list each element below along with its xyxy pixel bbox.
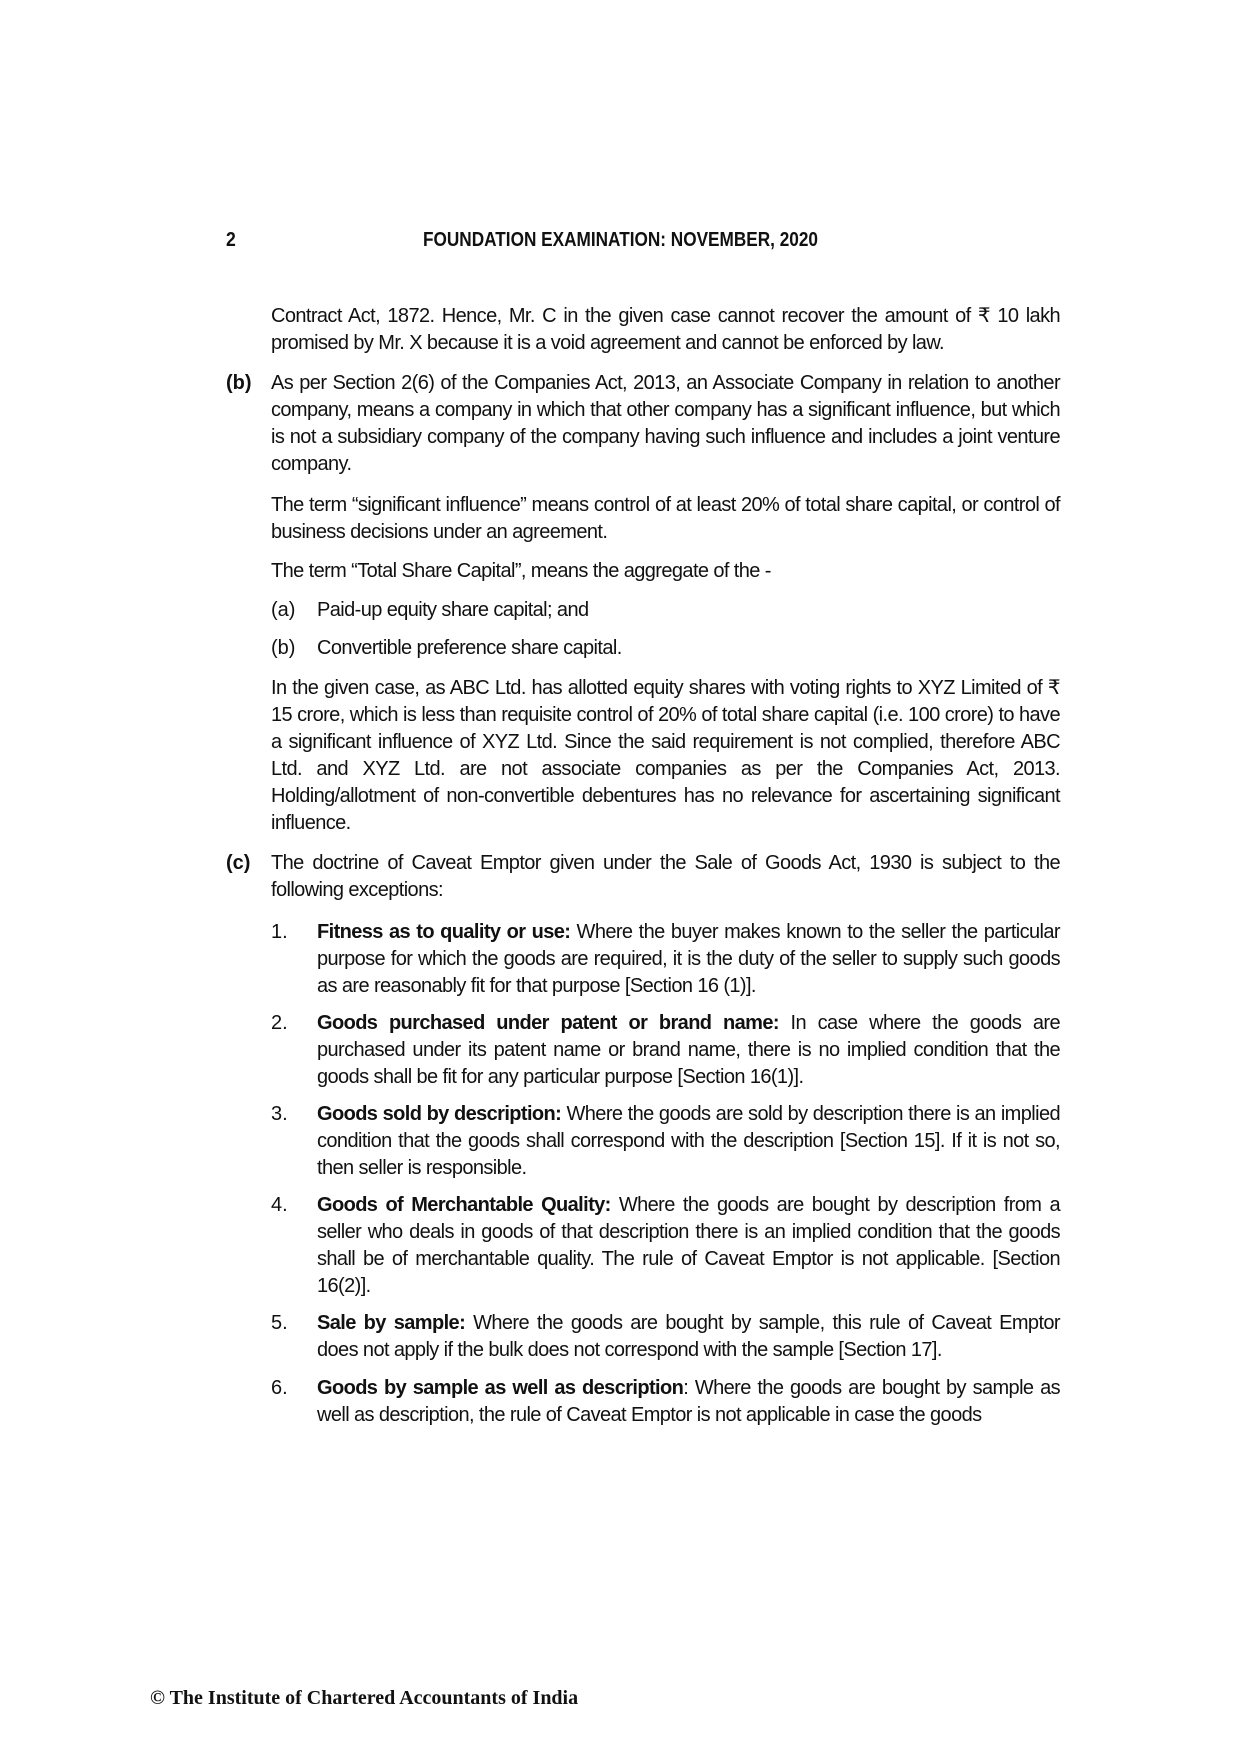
exception-text: : Where the goods are bought by sample as well as description, the rule of Caveat Emptor is not applicable in case the goods — [317, 1377, 1060, 1426]
intro-text: Contract Act, 1872. Hence, Mr. C in the given case cannot recover the amount of ₹ 10 lakh promised by Mr. X because it is a void agreement and cannot be enforced by law. — [271, 305, 1060, 354]
exception-title: Goods of Merchantable Quality: — [317, 1194, 611, 1216]
part-b-para3-text: The term “Total Share Capital”, means the aggregate of the - — [271, 560, 771, 582]
part-b-para4-text: In the given case, as ABC Ltd. has allotted equity shares with voting rights to XYZ Limited of ₹ 15 crore, which is less than requisite control of 20% of total share capital (i.e. 100 crore) to have a significant influence of XYZ Ltd. Since the said requirement is not complied, therefore ABC Ltd. and XYZ Ltd. are not associate companies as per the Companies Act, 2013. Holding/allotment of non-convertible debentures has no relevance for ascertaining significant influence. — [271, 677, 1060, 834]
sub-item-label: (b) — [271, 637, 296, 659]
exception-text: In case where the goods are purchased under its patent name or brand name, there is no implied condition that the goods shall be fit for any particular purpose [Section 16(1)]. — [317, 1012, 1060, 1088]
page-header-title: FOUNDATION EXAMINATION: NOVEMBER, 2020 — [423, 229, 818, 251]
exception-title: Goods by sample as well as description — [317, 1377, 684, 1399]
exception-title: Sale by sample: — [317, 1312, 466, 1334]
exception-number: 4. — [271, 1194, 288, 1216]
sub-item-text: Paid-up equity share capital; and — [317, 599, 589, 621]
exception-item — [317, 919, 1060, 1000]
part-c-intro-text: The doctrine of Caveat Emptor given under the Sale of Goods Act, 1930 is subject to the following exceptions: — [271, 852, 1060, 901]
part-c-intro — [271, 850, 1060, 904]
exception-text: Where the goods are bought by description from a seller who deals in goods of that description there is an implied condition that the goods shall be of merchantable quality. The rule of Caveat Emptor is not applicable. [Section 16(2)]. — [317, 1194, 1060, 1297]
exception-title: Fitness as to quality or use: — [317, 921, 571, 943]
part-b-para2 — [271, 492, 1060, 546]
exception-number: 3. — [271, 1103, 288, 1125]
copyright-footer: © The Institute of Chartered Accountants of India — [150, 1687, 579, 1709]
exception-item — [317, 1101, 1060, 1182]
exception-text: Where the goods are bought by sample, this rule of Caveat Emptor does not apply if the bulk does not correspond with the sample [Section 17]. — [317, 1312, 1060, 1361]
sub-item-text: Convertible preference share capital. — [317, 637, 622, 659]
sub-item-label: (a) — [271, 599, 296, 621]
exception-item — [317, 1310, 1060, 1364]
exception-text: Where the buyer makes known to the seller the particular purpose for which the goods are required, it is the duty of the seller to supply such goods as are reasonably fit for that purpose [Section 16 (1)]. — [317, 921, 1060, 997]
exception-title: Goods sold by description: — [317, 1103, 562, 1125]
part-b-para1 — [271, 370, 1060, 478]
exception-text: Where the goods are sold by description there is an implied condition that the goods shall correspond with the description [Section 15]. If it is not so, then seller is responsible. — [317, 1103, 1060, 1179]
exception-item — [317, 1010, 1060, 1091]
exception-item — [317, 1192, 1060, 1300]
part-c-label: (c) — [226, 852, 251, 874]
intro-paragraph — [271, 303, 1060, 357]
exception-number: 5. — [271, 1312, 288, 1334]
part-b-para2-text: The term “significant influence” means control of at least 20% of total share capital, or control of business decisions under an agreement. — [271, 494, 1060, 543]
page-number: 2 — [226, 229, 236, 251]
exception-number: 6. — [271, 1377, 288, 1399]
part-b-para3 — [271, 558, 1060, 585]
exception-number: 2. — [271, 1012, 288, 1034]
part-b-para4 — [271, 675, 1060, 837]
exception-number: 1. — [271, 921, 288, 943]
part-b-label: (b) — [226, 372, 252, 394]
exception-item — [317, 1375, 1060, 1429]
exception-title: Goods purchased under patent or brand name: — [317, 1012, 779, 1034]
part-b-para1-text: As per Section 2(6) of the Companies Act, 2013, an Associate Company in relation to another company, means a company in which that other company has a significant influence, but which is not a subsidiary company of the company having such influence and includes a joint venture company. — [271, 372, 1060, 475]
